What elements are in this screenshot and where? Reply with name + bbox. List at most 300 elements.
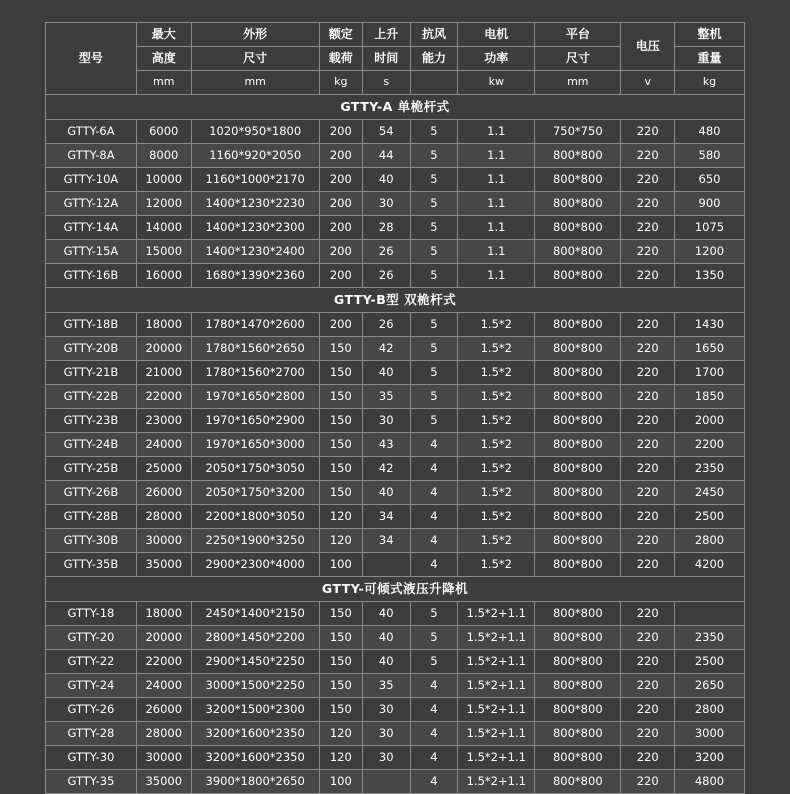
table-cell: 1075 bbox=[675, 216, 745, 240]
table-cell: 3000 bbox=[675, 722, 745, 746]
header-wind: 抗风 bbox=[410, 23, 458, 47]
table-cell: 4 bbox=[410, 481, 458, 505]
table-cell: 1.5*2 bbox=[458, 553, 535, 577]
table-cell: 4 bbox=[410, 433, 458, 457]
table-cell: 200 bbox=[319, 264, 362, 288]
table-body bbox=[46, 95, 745, 794]
table-cell: 28000 bbox=[136, 505, 191, 529]
table-cell: 4 bbox=[410, 722, 458, 746]
table-cell: 1.5*2+1.1 bbox=[458, 650, 535, 674]
table-row bbox=[46, 650, 745, 674]
table-cell: 1.5*2 bbox=[458, 529, 535, 553]
table-cell: 35000 bbox=[136, 553, 191, 577]
table-cell: 35 bbox=[362, 674, 410, 698]
table-row bbox=[46, 602, 745, 626]
table-cell: 800*800 bbox=[535, 602, 621, 626]
table-cell: 30000 bbox=[136, 529, 191, 553]
cell-model: GTTY-30B bbox=[46, 529, 137, 553]
table-cell: 1970*1650*3000 bbox=[191, 433, 319, 457]
table-cell: 800*800 bbox=[535, 457, 621, 481]
table-row bbox=[46, 770, 745, 794]
table-row bbox=[46, 529, 745, 553]
table-cell: 26 bbox=[362, 264, 410, 288]
section-header-row bbox=[46, 288, 745, 313]
table-cell: 2450*1400*2150 bbox=[191, 602, 319, 626]
table-cell: 1.5*2 bbox=[458, 337, 535, 361]
table-cell: 1.5*2+1.1 bbox=[458, 722, 535, 746]
table-cell: 40 bbox=[362, 481, 410, 505]
cell-model: GTTY-21B bbox=[46, 361, 137, 385]
table-cell: 480 bbox=[675, 120, 745, 144]
table-cell: 220 bbox=[621, 120, 675, 144]
table-cell: 2050*1750*3050 bbox=[191, 457, 319, 481]
table-cell: 40 bbox=[362, 361, 410, 385]
table-cell: 200 bbox=[319, 168, 362, 192]
table-row bbox=[46, 626, 745, 650]
table-cell: 220 bbox=[621, 698, 675, 722]
table-cell: 800*800 bbox=[535, 192, 621, 216]
table-cell: 800*800 bbox=[535, 361, 621, 385]
table-cell: 2250*1900*3250 bbox=[191, 529, 319, 553]
table-cell: 1970*1650*2800 bbox=[191, 385, 319, 409]
table-cell: 2200 bbox=[675, 433, 745, 457]
table-cell: 220 bbox=[621, 361, 675, 385]
table-row bbox=[46, 168, 745, 192]
table-cell: 42 bbox=[362, 337, 410, 361]
table-cell: 220 bbox=[621, 216, 675, 240]
table-cell: 150 bbox=[319, 650, 362, 674]
cell-model: GTTY-23B bbox=[46, 409, 137, 433]
table-cell: 800*800 bbox=[535, 626, 621, 650]
cell-model: GTTY-28 bbox=[46, 722, 137, 746]
header-model: 型号 bbox=[46, 23, 137, 95]
table-cell: 1970*1650*2900 bbox=[191, 409, 319, 433]
table-cell: 23000 bbox=[136, 409, 191, 433]
table-cell: 22000 bbox=[136, 385, 191, 409]
table-cell: 24000 bbox=[136, 674, 191, 698]
table-cell: 650 bbox=[675, 168, 745, 192]
unit-load: kg bbox=[319, 71, 362, 95]
table-row bbox=[46, 481, 745, 505]
table-cell: 1.5*2 bbox=[458, 361, 535, 385]
table-cell: 150 bbox=[319, 481, 362, 505]
unit-height: mm bbox=[136, 71, 191, 95]
table-cell: 220 bbox=[621, 313, 675, 337]
header-row-units bbox=[46, 71, 745, 95]
table-cell: 800*800 bbox=[535, 144, 621, 168]
table-row bbox=[46, 433, 745, 457]
table-cell: 800*800 bbox=[535, 505, 621, 529]
table-cell: 5 bbox=[410, 120, 458, 144]
table-cell: 800*800 bbox=[535, 433, 621, 457]
table-cell: 1.5*2 bbox=[458, 385, 535, 409]
header-platform-size: 尺寸 bbox=[535, 47, 621, 71]
table-cell: 1.5*2 bbox=[458, 313, 535, 337]
table-cell: 1.5*2 bbox=[458, 409, 535, 433]
table-cell: 800*800 bbox=[535, 770, 621, 794]
table-cell bbox=[362, 770, 410, 794]
table-cell: 1400*1230*2300 bbox=[191, 216, 319, 240]
table-row bbox=[46, 698, 745, 722]
table-cell: 2500 bbox=[675, 505, 745, 529]
table-cell: 1020*950*1800 bbox=[191, 120, 319, 144]
table-cell: 1.5*2+1.1 bbox=[458, 698, 535, 722]
table-cell: 220 bbox=[621, 650, 675, 674]
table-cell: 5 bbox=[410, 602, 458, 626]
table-cell: 2450 bbox=[675, 481, 745, 505]
table-cell: 1430 bbox=[675, 313, 745, 337]
section-title: GTTY-B型 双桅杆式 bbox=[46, 288, 745, 313]
table-cell: 150 bbox=[319, 385, 362, 409]
table-cell: 800*800 bbox=[535, 264, 621, 288]
header-row-primary bbox=[46, 23, 745, 47]
table-cell: 800*800 bbox=[535, 481, 621, 505]
table-cell: 1700 bbox=[675, 361, 745, 385]
table-cell: 1.5*2 bbox=[458, 433, 535, 457]
header-max: 最大 bbox=[136, 23, 191, 47]
table-cell: 1.5*2 bbox=[458, 481, 535, 505]
table-cell: 34 bbox=[362, 529, 410, 553]
table-cell: 1680*1390*2360 bbox=[191, 264, 319, 288]
table-cell: 800*800 bbox=[535, 698, 621, 722]
table-cell: 54 bbox=[362, 120, 410, 144]
table-row bbox=[46, 409, 745, 433]
table-cell: 150 bbox=[319, 626, 362, 650]
table-cell: 800*800 bbox=[535, 337, 621, 361]
table-row bbox=[46, 120, 745, 144]
table-cell: 42 bbox=[362, 457, 410, 481]
unit-dimension: mm bbox=[191, 71, 319, 95]
cell-model: GTTY-22 bbox=[46, 650, 137, 674]
table-cell: 18000 bbox=[136, 602, 191, 626]
table-cell: 16000 bbox=[136, 264, 191, 288]
cell-model: GTTY-35B bbox=[46, 553, 137, 577]
table-cell: 4 bbox=[410, 457, 458, 481]
cell-model: GTTY-16B bbox=[46, 264, 137, 288]
table-cell: 14000 bbox=[136, 216, 191, 240]
cell-model: GTTY-6A bbox=[46, 120, 137, 144]
header-platform: 平台 bbox=[535, 23, 621, 47]
table-cell: 800*800 bbox=[535, 168, 621, 192]
table-cell: 220 bbox=[621, 409, 675, 433]
table-cell: 34 bbox=[362, 505, 410, 529]
unit-power: kw bbox=[458, 71, 535, 95]
unit-time: s bbox=[362, 71, 410, 95]
table-cell: 3200*1500*2300 bbox=[191, 698, 319, 722]
table-cell: 40 bbox=[362, 626, 410, 650]
table-cell: 1.1 bbox=[458, 240, 535, 264]
table-cell: 12000 bbox=[136, 192, 191, 216]
table-cell: 1200 bbox=[675, 240, 745, 264]
table-cell: 4800 bbox=[675, 770, 745, 794]
table-cell: 800*800 bbox=[535, 746, 621, 770]
cell-model: GTTY-18B bbox=[46, 313, 137, 337]
table-cell: 800*800 bbox=[535, 313, 621, 337]
table-cell: 1350 bbox=[675, 264, 745, 288]
table-cell: 6000 bbox=[136, 120, 191, 144]
table-cell: 2800 bbox=[675, 698, 745, 722]
table-cell: 800*800 bbox=[535, 529, 621, 553]
table-cell: 2650 bbox=[675, 674, 745, 698]
table-cell: 1.5*2 bbox=[458, 505, 535, 529]
table-cell: 1.1 bbox=[458, 216, 535, 240]
unit-weight: kg bbox=[675, 71, 745, 95]
table-cell: 43 bbox=[362, 433, 410, 457]
table-cell: 100 bbox=[319, 553, 362, 577]
table-row bbox=[46, 192, 745, 216]
table-cell: 5 bbox=[410, 144, 458, 168]
header-total-weight: 重量 bbox=[675, 47, 745, 71]
table-cell: 15000 bbox=[136, 240, 191, 264]
table-cell: 220 bbox=[621, 264, 675, 288]
table-cell: 200 bbox=[319, 313, 362, 337]
table-row bbox=[46, 722, 745, 746]
header-machine: 整机 bbox=[675, 23, 745, 47]
table-cell: 10000 bbox=[136, 168, 191, 192]
table-cell: 2800 bbox=[675, 529, 745, 553]
table-cell: 35 bbox=[362, 385, 410, 409]
table-cell: 28 bbox=[362, 216, 410, 240]
table-cell: 44 bbox=[362, 144, 410, 168]
table-cell: 220 bbox=[621, 553, 675, 577]
table-row bbox=[46, 313, 745, 337]
header-height: 高度 bbox=[136, 47, 191, 71]
table-cell: 150 bbox=[319, 361, 362, 385]
table-header bbox=[46, 23, 745, 95]
table-cell: 1160*1000*2170 bbox=[191, 168, 319, 192]
table-cell: 5 bbox=[410, 168, 458, 192]
table-cell: 150 bbox=[319, 698, 362, 722]
table-cell: 150 bbox=[319, 457, 362, 481]
table-cell: 800*800 bbox=[535, 553, 621, 577]
table-cell: 26000 bbox=[136, 698, 191, 722]
table-cell: 4 bbox=[410, 674, 458, 698]
cell-model: GTTY-35 bbox=[46, 770, 137, 794]
table-cell: 800*800 bbox=[535, 409, 621, 433]
table-cell: 220 bbox=[621, 168, 675, 192]
table-cell: 800*800 bbox=[535, 722, 621, 746]
table-cell: 1400*1230*2230 bbox=[191, 192, 319, 216]
table-cell: 3200 bbox=[675, 746, 745, 770]
table-cell: 1.5*2+1.1 bbox=[458, 674, 535, 698]
table-cell: 2200*1800*3050 bbox=[191, 505, 319, 529]
header-dimension: 尺寸 bbox=[191, 47, 319, 71]
table-row bbox=[46, 385, 745, 409]
table-cell: 40 bbox=[362, 168, 410, 192]
table-cell: 5 bbox=[410, 337, 458, 361]
table-cell: 1.1 bbox=[458, 120, 535, 144]
table-cell: 220 bbox=[621, 337, 675, 361]
table-cell: 5 bbox=[410, 409, 458, 433]
table-cell: 26 bbox=[362, 313, 410, 337]
table-cell: 750*750 bbox=[535, 120, 621, 144]
table-cell: 220 bbox=[621, 240, 675, 264]
table-cell: 3200*1600*2350 bbox=[191, 722, 319, 746]
table-row bbox=[46, 746, 745, 770]
table-cell: 2900*1450*2250 bbox=[191, 650, 319, 674]
table-cell: 150 bbox=[319, 433, 362, 457]
table-cell: 800*800 bbox=[535, 385, 621, 409]
table-cell: 150 bbox=[319, 409, 362, 433]
table-cell: 200 bbox=[319, 192, 362, 216]
table-cell: 800*800 bbox=[535, 216, 621, 240]
table-row bbox=[46, 264, 745, 288]
table-cell: 1.1 bbox=[458, 144, 535, 168]
table-cell: 30 bbox=[362, 698, 410, 722]
section-header-row bbox=[46, 577, 745, 602]
table-cell: 30 bbox=[362, 746, 410, 770]
cell-model: GTTY-12A bbox=[46, 192, 137, 216]
table-cell: 2900*2300*4000 bbox=[191, 553, 319, 577]
table-cell: 1160*920*2050 bbox=[191, 144, 319, 168]
table-cell: 5 bbox=[410, 216, 458, 240]
header-outline: 外形 bbox=[191, 23, 319, 47]
table-cell: 3200*1600*2350 bbox=[191, 746, 319, 770]
table-cell: 4 bbox=[410, 746, 458, 770]
cell-model: GTTY-30 bbox=[46, 746, 137, 770]
table-cell: 5 bbox=[410, 626, 458, 650]
table-cell: 220 bbox=[621, 433, 675, 457]
table-cell: 2050*1750*3200 bbox=[191, 481, 319, 505]
table-cell: 800*800 bbox=[535, 674, 621, 698]
table-cell: 220 bbox=[621, 144, 675, 168]
table-cell: 3000*1500*2250 bbox=[191, 674, 319, 698]
table-cell: 220 bbox=[621, 529, 675, 553]
cell-model: GTTY-24B bbox=[46, 433, 137, 457]
table-cell: 5 bbox=[410, 313, 458, 337]
table-cell: 4 bbox=[410, 529, 458, 553]
table-cell: 5 bbox=[410, 264, 458, 288]
table-row bbox=[46, 457, 745, 481]
cell-model: GTTY-10A bbox=[46, 168, 137, 192]
unit-platform: mm bbox=[535, 71, 621, 95]
table-cell: 8000 bbox=[136, 144, 191, 168]
table-cell: 3900*1800*2650 bbox=[191, 770, 319, 794]
table-cell: 20000 bbox=[136, 337, 191, 361]
table-cell bbox=[675, 602, 745, 626]
header-duration: 时间 bbox=[362, 47, 410, 71]
table-cell: 1400*1230*2400 bbox=[191, 240, 319, 264]
table-cell: 220 bbox=[621, 626, 675, 650]
cell-model: GTTY-15A bbox=[46, 240, 137, 264]
table-cell: 200 bbox=[319, 144, 362, 168]
table-cell: 220 bbox=[621, 602, 675, 626]
cell-model: GTTY-20B bbox=[46, 337, 137, 361]
table-row bbox=[46, 144, 745, 168]
unit-voltage: v bbox=[621, 71, 675, 95]
table-cell: 1850 bbox=[675, 385, 745, 409]
table-cell: 120 bbox=[319, 746, 362, 770]
table-cell: 1.5*2+1.1 bbox=[458, 770, 535, 794]
table-cell: 200 bbox=[319, 120, 362, 144]
table-cell: 1.1 bbox=[458, 264, 535, 288]
header-rated: 额定 bbox=[319, 23, 362, 47]
table-row bbox=[46, 216, 745, 240]
specification-table bbox=[45, 22, 745, 794]
table-cell: 100 bbox=[319, 770, 362, 794]
table-cell: 120 bbox=[319, 505, 362, 529]
table-cell: 150 bbox=[319, 602, 362, 626]
table-cell: 20000 bbox=[136, 626, 191, 650]
table-cell: 1780*1470*2600 bbox=[191, 313, 319, 337]
table-cell: 800*800 bbox=[535, 650, 621, 674]
table-row bbox=[46, 505, 745, 529]
table-cell: 5 bbox=[410, 385, 458, 409]
section-title: GTTY-可倾式液压升降机 bbox=[46, 577, 745, 602]
table-cell: 40 bbox=[362, 602, 410, 626]
cell-model: GTTY-24 bbox=[46, 674, 137, 698]
table-cell: 26000 bbox=[136, 481, 191, 505]
table-cell: 4 bbox=[410, 698, 458, 722]
cell-model: GTTY-22B bbox=[46, 385, 137, 409]
header-rise: 上升 bbox=[362, 23, 410, 47]
table-row bbox=[46, 337, 745, 361]
table-cell: 220 bbox=[621, 722, 675, 746]
table-cell: 5 bbox=[410, 361, 458, 385]
table-cell: 28000 bbox=[136, 722, 191, 746]
header-motor: 电机 bbox=[458, 23, 535, 47]
table-cell: 21000 bbox=[136, 361, 191, 385]
unit-wind bbox=[410, 71, 458, 95]
table-cell: 1.5*2+1.1 bbox=[458, 746, 535, 770]
table-cell: 2000 bbox=[675, 409, 745, 433]
table-cell: 1780*1560*2700 bbox=[191, 361, 319, 385]
cell-model: GTTY-14A bbox=[46, 216, 137, 240]
table-cell: 1650 bbox=[675, 337, 745, 361]
cell-model: GTTY-26 bbox=[46, 698, 137, 722]
table-cell: 200 bbox=[319, 216, 362, 240]
header-ability: 能力 bbox=[410, 47, 458, 71]
section-header-row bbox=[46, 95, 745, 120]
section-title: GTTY-A 单桅杆式 bbox=[46, 95, 745, 120]
table-cell: 220 bbox=[621, 746, 675, 770]
table-cell: 2500 bbox=[675, 650, 745, 674]
table-cell: 30000 bbox=[136, 746, 191, 770]
table-cell: 220 bbox=[621, 481, 675, 505]
table-cell: 4 bbox=[410, 553, 458, 577]
cell-model: GTTY-20 bbox=[46, 626, 137, 650]
table-cell: 35000 bbox=[136, 770, 191, 794]
table-cell: 900 bbox=[675, 192, 745, 216]
table-cell: 26 bbox=[362, 240, 410, 264]
table-cell: 220 bbox=[621, 770, 675, 794]
table-cell: 150 bbox=[319, 337, 362, 361]
table-cell: 1.1 bbox=[458, 192, 535, 216]
table-row bbox=[46, 674, 745, 698]
table-cell: 2350 bbox=[675, 626, 745, 650]
table-cell: 2350 bbox=[675, 457, 745, 481]
table-row bbox=[46, 240, 745, 264]
table-cell: 120 bbox=[319, 722, 362, 746]
table-cell: 1780*1560*2650 bbox=[191, 337, 319, 361]
table-cell: 120 bbox=[319, 529, 362, 553]
table-row bbox=[46, 361, 745, 385]
table-row bbox=[46, 553, 745, 577]
cell-model: GTTY-25B bbox=[46, 457, 137, 481]
table-cell: 40 bbox=[362, 650, 410, 674]
table-cell: 30 bbox=[362, 192, 410, 216]
table-cell: 220 bbox=[621, 457, 675, 481]
table-cell bbox=[362, 553, 410, 577]
table-cell: 220 bbox=[621, 385, 675, 409]
table-cell: 5 bbox=[410, 650, 458, 674]
table-cell: 200 bbox=[319, 240, 362, 264]
table-cell: 4200 bbox=[675, 553, 745, 577]
header-power: 功率 bbox=[458, 47, 535, 71]
table-cell: 220 bbox=[621, 674, 675, 698]
cell-model: GTTY-18 bbox=[46, 602, 137, 626]
cell-model: GTTY-8A bbox=[46, 144, 137, 168]
